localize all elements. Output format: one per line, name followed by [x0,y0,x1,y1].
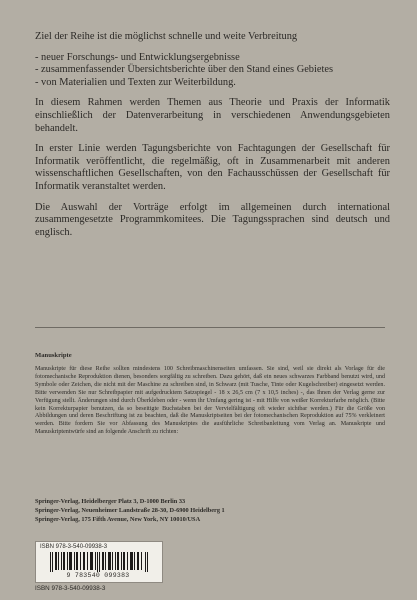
manuscripts-instructions: Manuskripte für diese Reihe sollten mindestens 100 Schreibmaschinenseiten umfassen. Sie sind, weil sie direkt als Vorlage für die fotomechanische Reproduktion dienen, besonders sorgfältig zu schreiben. Dazu gehört, daß ein neues schwarzes Farbband benutzt wird, und Symbole oder Zeichen, die nicht mit der Maschine zu schreiben sind, in Schwarz (mit Tusche, Tinte oder Kugelschreiber) eingesetzt werden. Bitte verwenden Sie nur Schreibpapier mit aufgedrucktem Satzspiegel - 18 x 26,5 cm (7 x 10,5 inches) -, das Ihnen der Verlag gerne zur Verfügung stellt. Änderungen sind durch Überkleben oder - wenn ihr Umfang gering ist - mit Hilfe von weißer Korrekturfarbe möglich. (Bitte kein Korrekturpapier benutzen, da so beseitigte Buchstaben bei der Vervielfältigung oft wieder sichtbar werden.) Für die Größe von Abbildungen und deren Beschriftung ist zu beachten, daß die Manuskriptseiten bei der fotomechanischen Reproduktion auf 75% verkleinert werden. Bitte fordern Sie vor Abfassung des Manuskriptes die ausführliche Schreibanleitung vom Verlag an. Manuskripte und Manuskriptentwürfe sind an folgende Anschrift zu richten: [35,366,385,436]
isbn-footer: ISBN 978-3-540-09938-3 [35,585,106,592]
list-item: - zusammenfassender Übersichtsberichte über den Stand eines Gebietes [35,64,334,76]
series-aim-paragraph: Ziel der Reihe ist die möglichst schnelle und weite Verbreitung [35,31,298,42]
address-berlin: Springer-Verlag, Heidelberger Platz 3, D-1000 Berlin 33 [35,498,186,505]
publisher-addresses [35,498,385,524]
divider [35,327,385,328]
selection-paragraph: Die Auswahl der Vorträge erfolgt im allgemeinen durch international zusammengesetzte Programmkomitees. Die Tagungssprachen sind deutsch und englisch. [35,201,390,238]
list-item: - von Materialien und Texten zur Weiterbildung. [35,76,236,88]
manuscripts-heading: Manuskripte [35,352,72,359]
list-item: - neuer Forschungs- und Entwicklungsergebnisse [35,51,240,63]
barcode-label [35,541,163,583]
address-heidelberg: Springer-Verlag, Neuenheimer Landstraße 28-30, D-6900 Heidelberg 1 [35,506,225,514]
series-description [35,31,390,247]
barcode-isbn-text: ISBN 978-3-540-09938-3 [40,544,108,550]
barcode-icon [50,552,150,572]
aim-bullet-list [35,52,390,90]
address-new-york: Springer-Verlag, 175 Fifth Avenue, New York, NY 10010/USA [35,515,201,523]
topics-paragraph: In diesem Rahmen werden Themen aus Theorie und Praxis der Informatik einschließlich der Datenverarbeitung in verschiedenen Anwendungsgebieten behandelt. [35,97,390,134]
barcode-digits: 9 783540 099383 [66,572,130,579]
proceedings-paragraph: In erster Linie werden Tagungsberichte von Fachtagungen der Gesellschaft für Informatik veröffentlicht, die regelmäßig, oft in Zusammenarbeit mit anderen wissenschaftlichen Gesellschaften, von den Fachausschüssen der Gesellschaft für Informatik veranstaltet werden. [35,143,390,192]
